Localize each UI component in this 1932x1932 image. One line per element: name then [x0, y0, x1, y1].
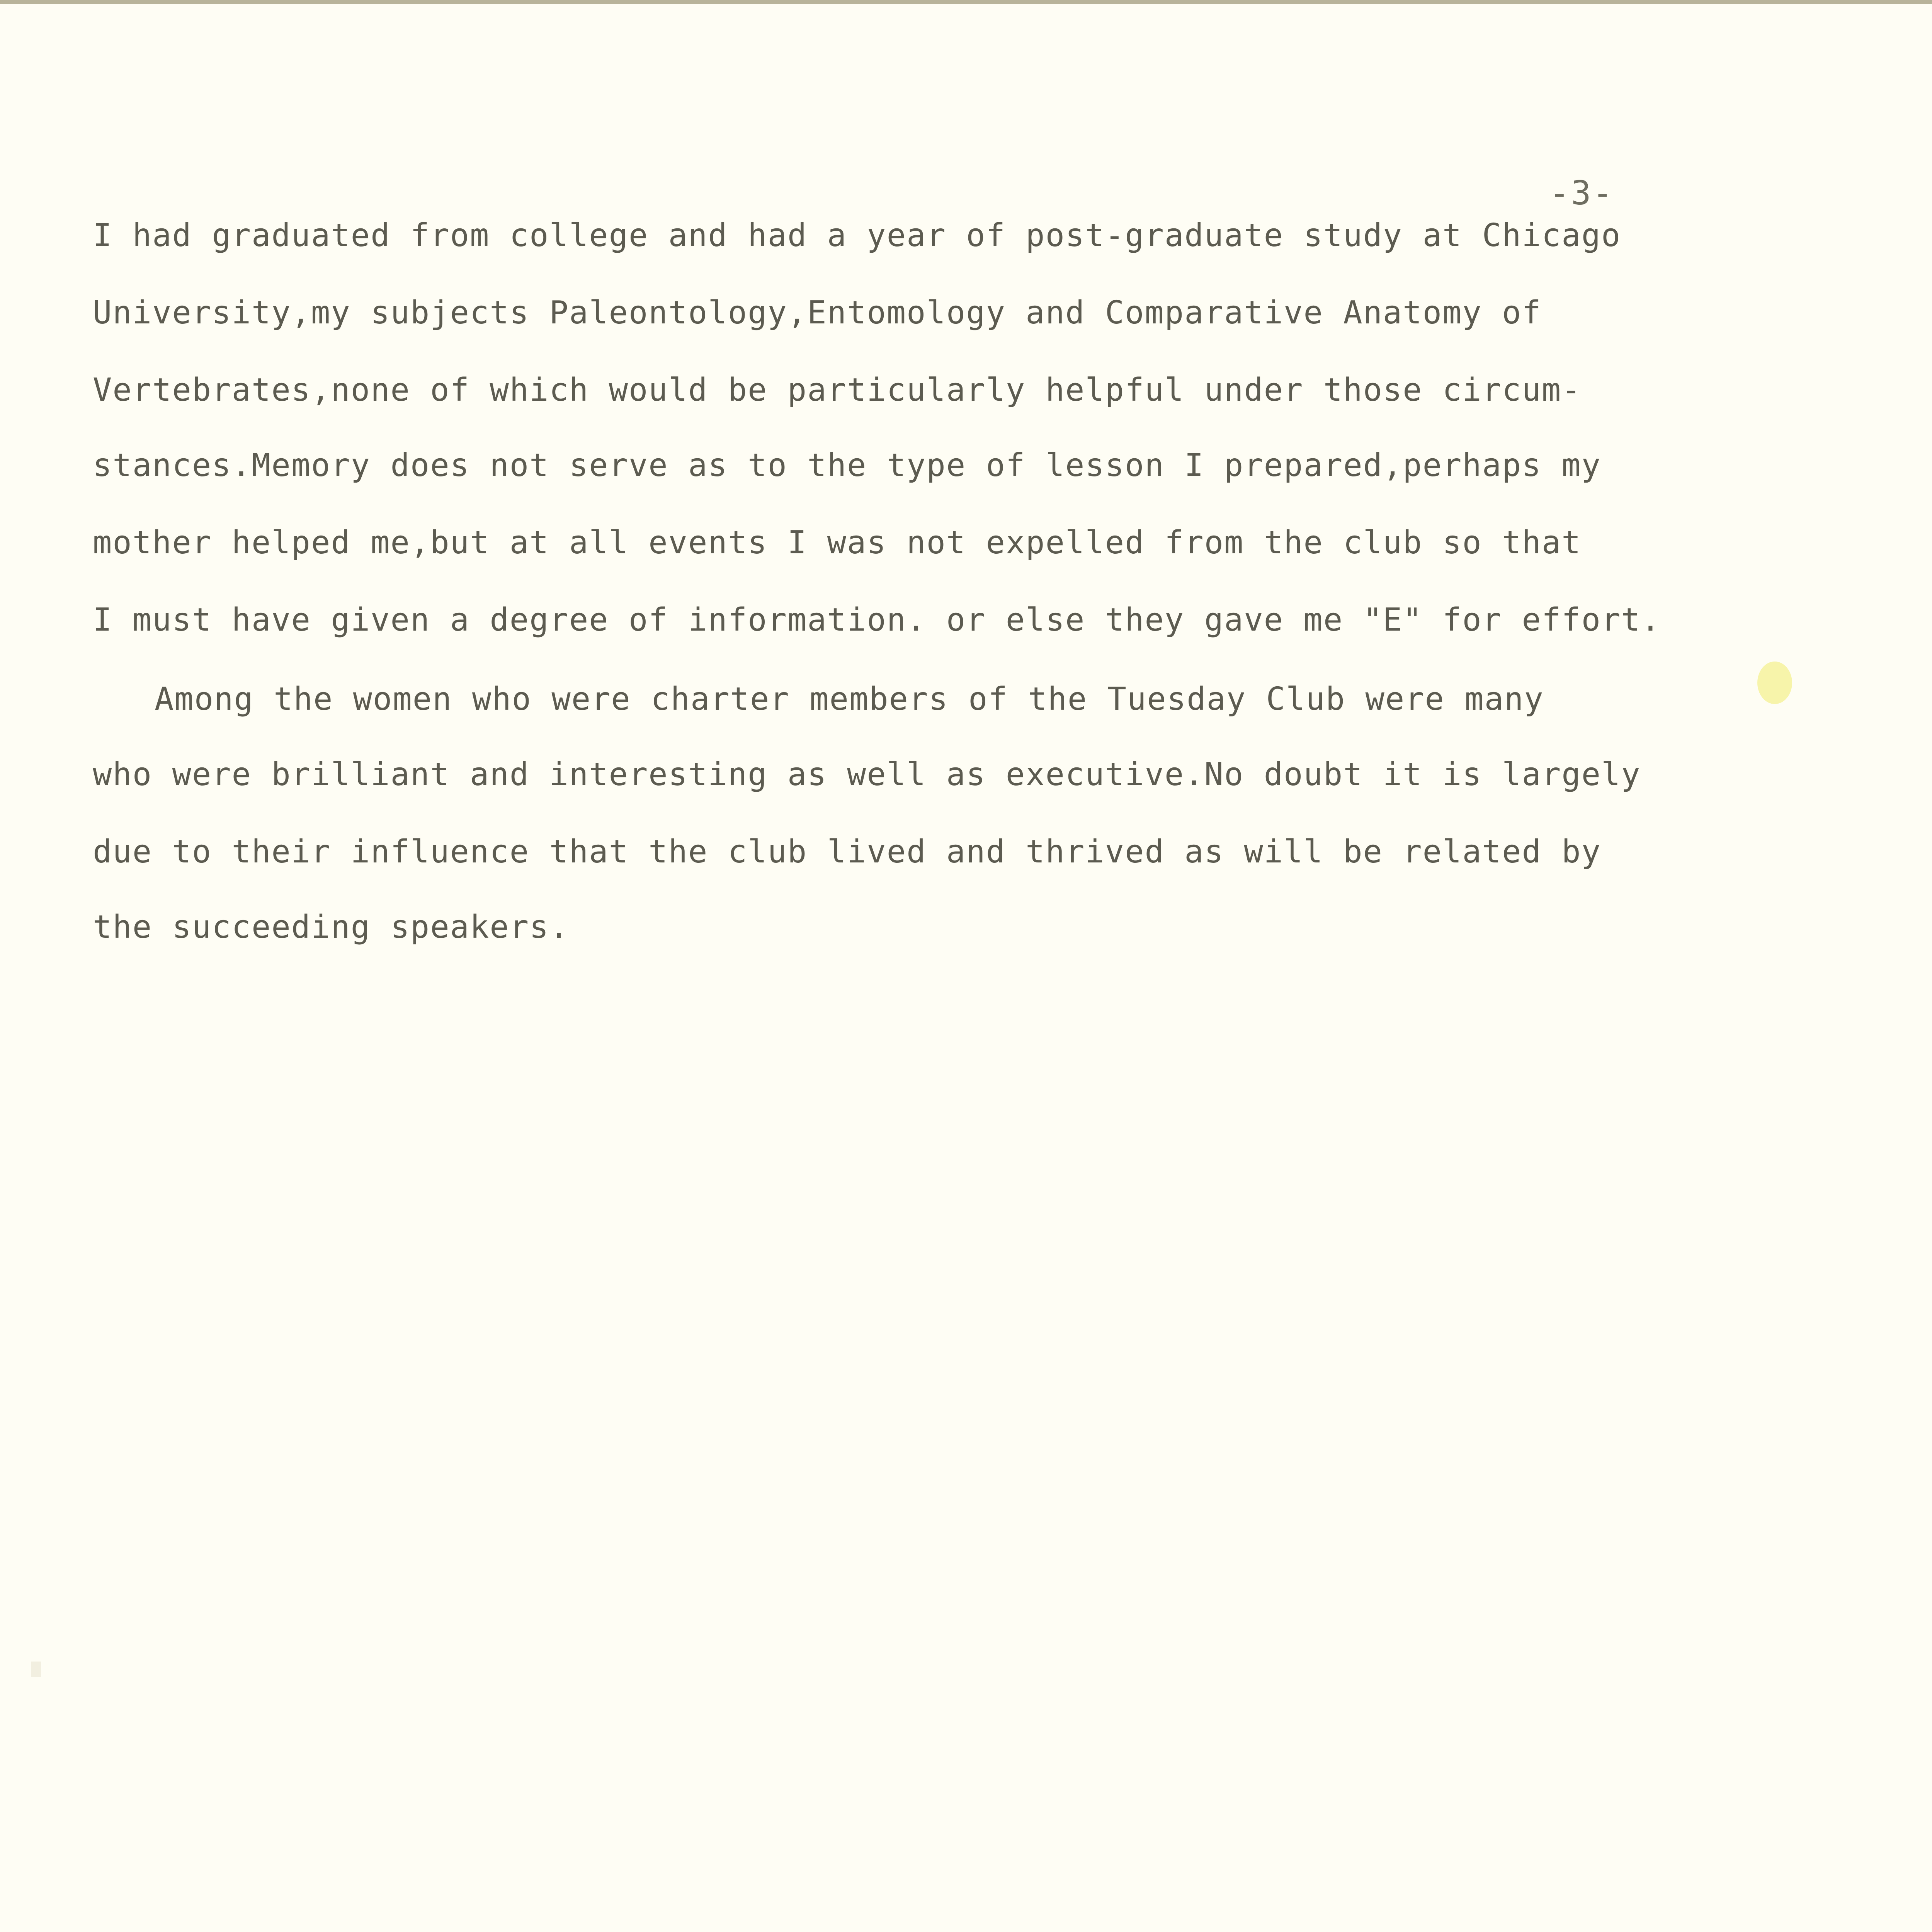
text-line: stances.Memory does not serve as to the type of lesson I prepared,perhaps my [93, 447, 1601, 484]
text-line: mother helped me,but at all events I was not expelled from the club so that [93, 524, 1582, 561]
text-line: who were brilliant and interesting as well as executive.No doubt it is largely [93, 756, 1641, 793]
text-line: University,my subjects Paleontology,Entomology and Comparative Anatomy of [93, 294, 1542, 331]
text-line: I must have given a degree of information. or else they gave me "E" for effort. [93, 602, 1661, 638]
text-line: I had graduated from college and had a year of post-graduate study at Chicago [93, 217, 1621, 254]
text-line: Among the women who were charter members of the Tuesday Club were many [155, 681, 1544, 718]
yellow-stain [1757, 662, 1792, 704]
text-line: due to their influence that the club lived and thrived as will be related by [93, 833, 1601, 870]
page-top-edge [0, 0, 1932, 4]
page-number: -3- [1549, 174, 1614, 213]
text-line: Vertebrates,none of which would be particularly helpful under those circum- [93, 372, 1582, 408]
paper-mark [31, 1662, 41, 1677]
text-line: the succeeding speakers. [93, 909, 569, 946]
